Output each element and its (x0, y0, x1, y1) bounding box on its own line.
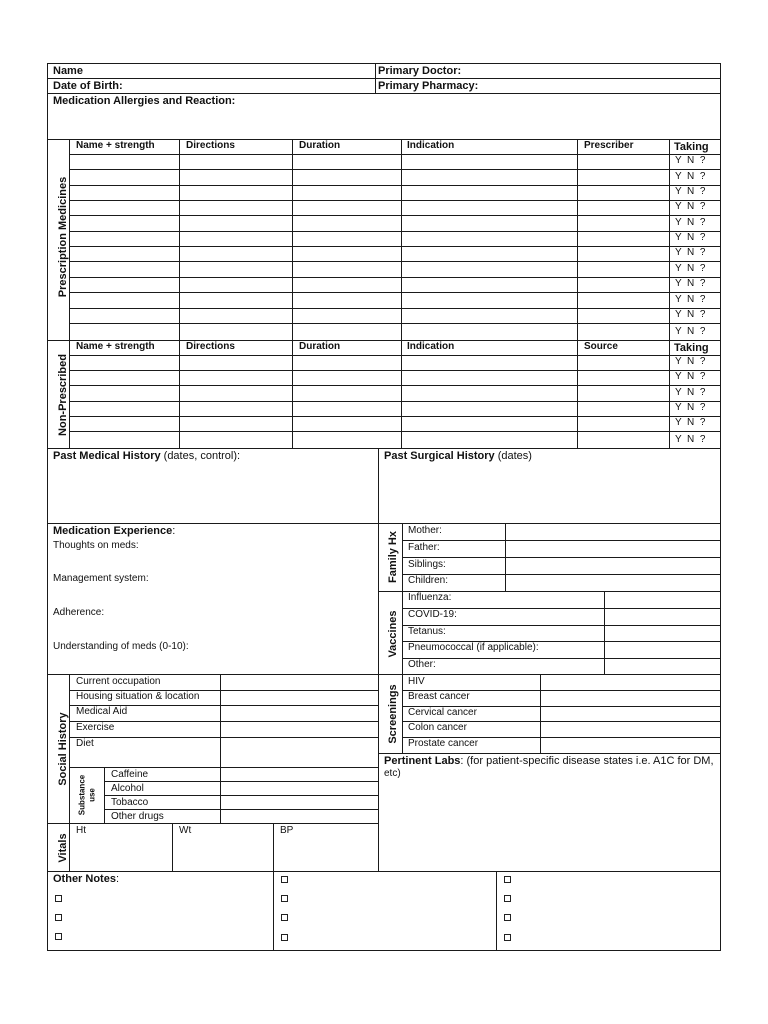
grid-line-h (69, 215, 721, 216)
grid-line-v (69, 139, 70, 341)
rx-ynq-12[interactable]: Y N ? (675, 326, 706, 337)
grid-line-h (104, 795, 379, 796)
screening-hiv: HIV (408, 676, 425, 687)
grid-line-h (402, 574, 721, 575)
substance-use-label-2: use (87, 788, 97, 802)
grid-line-h (47, 871, 721, 872)
grid-line-h (69, 323, 721, 324)
grid-line-h (69, 277, 721, 278)
rx-col-taking: Taking (674, 141, 709, 153)
social-housing: Housing situation & location (76, 691, 200, 702)
grid-line-h (378, 674, 721, 675)
grid-line-h (47, 950, 721, 951)
note-checkbox-3[interactable] (55, 933, 62, 940)
understanding-of-meds-label: Understanding of meds (0-10): (53, 641, 189, 652)
grid-line-h (47, 63, 721, 64)
vitals-ht: Ht (76, 825, 86, 836)
grid-line-h (69, 416, 721, 417)
np-col-indication: Indication (407, 341, 455, 352)
grid-line-h (402, 658, 721, 659)
grid-line-h (69, 431, 721, 432)
rx-ynq-9[interactable]: Y N ? (675, 278, 706, 289)
grid-line-v (378, 448, 379, 524)
family-father: Father: (408, 542, 440, 553)
grid-line-v (292, 340, 293, 449)
rx-ynq-4[interactable]: Y N ? (675, 201, 706, 212)
note-checkbox-7[interactable] (281, 934, 288, 941)
rx-col-directions: Directions (186, 140, 235, 151)
rx-ynq-6[interactable]: Y N ? (675, 232, 706, 243)
rx-ynq-10[interactable]: Y N ? (675, 294, 706, 305)
social-history-label: Social History (57, 712, 69, 786)
other-notes-label: Other Notes: (53, 873, 120, 885)
name-label: Name (53, 65, 83, 77)
grid-line-v (273, 871, 274, 951)
rx-col-prescriber: Prescriber (584, 140, 634, 151)
note-checkbox-4[interactable] (281, 876, 288, 883)
thoughts-on-meds-label: Thoughts on meds: (53, 540, 139, 551)
grid-line-h (69, 767, 379, 768)
vitals-bp: BP (280, 825, 294, 836)
substance-alcohol: Alcohol (111, 783, 144, 794)
grid-line-h (69, 292, 721, 293)
rx-col-duration: Duration (299, 140, 341, 151)
grid-line-v (577, 139, 578, 341)
medication-experience-title: Medication Experience: (53, 525, 176, 537)
grid-line-h (69, 185, 721, 186)
screening-breast-cancer: Breast cancer (408, 691, 470, 702)
note-checkbox-2[interactable] (55, 914, 62, 921)
grid-line-h (402, 557, 721, 558)
primary-doctor-label: Primary Doctor: (378, 65, 462, 77)
allergies-label: Medication Allergies and Reaction: (53, 95, 236, 107)
screenings-label: Screenings (387, 684, 399, 744)
grid-line-h (47, 823, 379, 824)
rx-ynq-2[interactable]: Y N ? (675, 171, 706, 182)
note-checkbox-9[interactable] (504, 895, 511, 902)
patient-medication-form (47, 63, 721, 951)
past-surgical-history-label: Past Surgical History (dates) (384, 450, 532, 462)
rx-ynq-1[interactable]: Y N ? (675, 155, 706, 166)
grid-line-h (402, 625, 721, 626)
np-ynq-1[interactable]: Y N ? (675, 356, 706, 367)
social-occupation: Current occupation (76, 676, 161, 687)
np-col-name: Name + strength (76, 341, 155, 352)
grid-line-h (69, 154, 721, 155)
rx-col-indication: Indication (407, 140, 455, 151)
adherence-label: Adherence: (53, 607, 105, 618)
grid-line-h (69, 737, 379, 738)
grid-line-h (47, 93, 721, 94)
vaccine-covid: COVID-19: (408, 609, 457, 620)
grid-line-v (47, 63, 48, 951)
grid-line-v (604, 591, 605, 675)
rx-col-name: Name + strength (76, 140, 155, 151)
rx-ynq-5[interactable]: Y N ? (675, 217, 706, 228)
note-checkbox-8[interactable] (504, 876, 511, 883)
grid-line-h (69, 200, 721, 201)
vaccine-tetanus: Tetanus: (408, 626, 446, 637)
np-col-taking: Taking (674, 342, 709, 354)
social-exercise: Exercise (76, 722, 115, 733)
pertinent-labs-note: etc) (384, 768, 401, 779)
primary-pharmacy-label: Primary Pharmacy: (378, 80, 479, 92)
vitals-label: Vitals (57, 833, 69, 863)
vaccines-label: Vaccines (387, 610, 399, 658)
np-ynq-2[interactable]: Y N ? (675, 371, 706, 382)
rx-ynq-11[interactable]: Y N ? (675, 309, 706, 320)
grid-line-v (273, 823, 274, 872)
date-of-birth-label: Date of Birth: (53, 80, 123, 92)
grid-line-v (378, 523, 379, 872)
np-col-directions: Directions (186, 341, 235, 352)
grid-line-v (375, 63, 376, 94)
note-checkbox-11[interactable] (504, 934, 511, 941)
grid-line-v (69, 340, 70, 449)
grid-line-h (69, 231, 721, 232)
prescription-medicines-label: Prescription Medicines (57, 176, 69, 298)
np-ynq-3[interactable]: Y N ? (675, 387, 706, 398)
note-checkbox-10[interactable] (504, 914, 511, 921)
family-mother: Mother: (408, 525, 442, 536)
substance-caffeine: Caffeine (111, 769, 149, 780)
grid-line-h (47, 78, 721, 79)
rx-ynq-7[interactable]: Y N ? (675, 247, 706, 258)
np-ynq-5[interactable]: Y N ? (675, 417, 706, 428)
screening-prostate-cancer: Prostate cancer (408, 738, 479, 749)
grid-line-h (378, 753, 721, 754)
past-medical-history-label: Past Medical History (dates, control): (53, 450, 241, 462)
grid-line-v (172, 823, 173, 872)
vaccine-influenza: Influenza: (408, 592, 452, 603)
grid-line-h (69, 355, 721, 356)
grid-line-h (69, 370, 721, 371)
grid-line-v (220, 674, 221, 768)
grid-line-h (69, 721, 379, 722)
non-prescribed-label: Non-Prescribed (57, 354, 69, 436)
grid-line-v (669, 340, 670, 449)
vitals-wt: Wt (179, 825, 192, 836)
grid-line-h (47, 674, 379, 675)
np-ynq-4[interactable]: Y N ? (675, 402, 706, 413)
grid-line-h (69, 308, 721, 309)
note-checkbox-6[interactable] (281, 914, 288, 921)
grid-line-v (69, 674, 70, 872)
np-col-source: Source (584, 341, 618, 352)
grid-line-v (401, 340, 402, 449)
grid-line-h (104, 809, 379, 810)
grid-line-v (577, 340, 578, 449)
np-ynq-6[interactable]: Y N ? (675, 434, 706, 445)
note-checkbox-1[interactable] (55, 895, 62, 902)
management-system-label: Management system: (53, 573, 149, 584)
grid-line-v (179, 139, 180, 341)
grid-line-v (292, 139, 293, 341)
grid-line-v (179, 340, 180, 449)
grid-line-h (104, 781, 379, 782)
social-medical-aid: Medical Aid (76, 706, 128, 717)
np-col-duration: Duration (299, 341, 341, 352)
family-siblings: Siblings: (408, 559, 446, 570)
grid-line-h (69, 169, 721, 170)
rx-ynq-3[interactable]: Y N ? (675, 186, 706, 197)
pertinent-labs-label: Pertinent Labs: (for patient-specific disease states i.e. A1C for DM, (384, 755, 714, 767)
family-children: Children: (408, 575, 449, 586)
grid-line-v (720, 63, 721, 951)
screening-cervical-cancer: Cervical cancer (408, 707, 477, 718)
social-diet: Diet (76, 738, 94, 749)
grid-line-h (47, 448, 721, 449)
family-hx-label: Family Hx (387, 531, 399, 583)
rx-ynq-8[interactable]: Y N ? (675, 263, 706, 274)
substance-other-drugs: Other drugs (111, 811, 164, 822)
screening-colon-cancer: Colon cancer (408, 722, 467, 733)
grid-line-h (47, 523, 721, 524)
grid-line-h (69, 246, 721, 247)
grid-line-h (69, 401, 721, 402)
note-checkbox-5[interactable] (281, 895, 288, 902)
substance-use-label-1: Substance (77, 774, 87, 816)
substance-tobacco: Tobacco (111, 797, 149, 808)
grid-line-v (401, 139, 402, 341)
grid-line-v (505, 523, 506, 592)
grid-line-h (402, 540, 721, 541)
grid-line-h (69, 261, 721, 262)
vaccine-other: Other: (408, 659, 436, 670)
grid-line-v (220, 767, 221, 824)
grid-line-v (669, 139, 670, 341)
grid-line-h (69, 385, 721, 386)
vaccine-pneumococcal: Pneumococcal (if applicable): (408, 642, 539, 653)
grid-line-v (540, 674, 541, 754)
grid-line-v (496, 871, 497, 951)
